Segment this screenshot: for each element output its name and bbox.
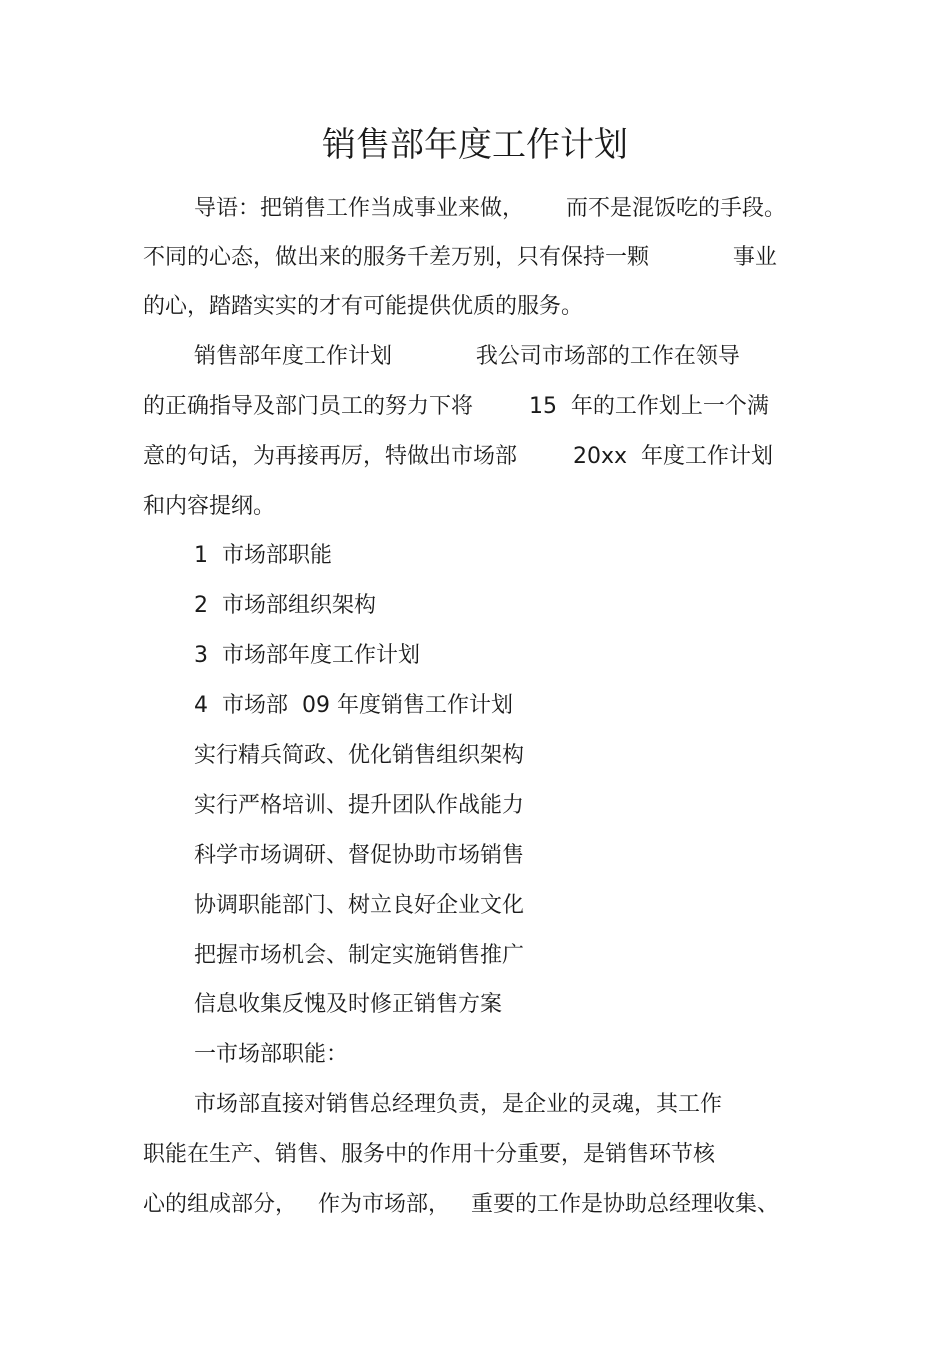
paragraph-line: 不同的心态，做出来的服务千差万别，只有保持一颗 事业	[143, 245, 777, 270]
list-item: 科学市场调研、督促协助市场销售	[194, 843, 525, 868]
list-item: 实行精兵简政、优化销售组织架构	[194, 743, 525, 768]
document-title: 销售部年度工作计划	[322, 125, 628, 165]
list-item: 2 市场部组织架构	[194, 593, 376, 618]
paragraph-line: 的正确指导及部门员工的努力下将 15 年的工作划上一个满	[143, 394, 769, 419]
list-item: 4 市场部 09 年度销售工作计划	[194, 693, 513, 718]
list-item: 信息收集反愧及时修正销售方案	[194, 992, 503, 1017]
paragraph-line: 的心，踏踏实实的才有可能提供优质的服务。	[143, 294, 584, 319]
paragraph-line: 意的句话，为再接再厉，特做出市场部 20xx 年度工作计划	[143, 444, 773, 469]
paragraph-line: 心的组成部分， 作为市场部， 重要的工作是协助总经理收集、	[143, 1192, 779, 1217]
list-item: 3 市场部年度工作计划	[194, 643, 420, 668]
list-item: 实行严格培训、提升团队作战能力	[194, 793, 525, 818]
list-item: 1 市场部职能	[194, 543, 332, 568]
list-item: 协调职能部门、树立良好企业文化	[194, 893, 525, 918]
paragraph-line: 职能在生产、销售、服务中的作用十分重要，是销售环节核	[143, 1142, 716, 1167]
section-heading: 一市场部职能：	[194, 1042, 349, 1067]
paragraph-line: 和内容提纲。	[143, 494, 276, 519]
list-item: 把握市场机会、制定实施销售推广	[194, 943, 525, 968]
paragraph-line: 市场部直接对销售总经理负责，是企业的灵魂，其工作	[194, 1092, 723, 1117]
paragraph-line: 导语：把销售工作当成事业来做， 而不是混饭吃的手段。	[194, 196, 786, 221]
paragraph-line: 销售部年度工作计划 我公司市场部的工作在领导	[194, 344, 740, 369]
